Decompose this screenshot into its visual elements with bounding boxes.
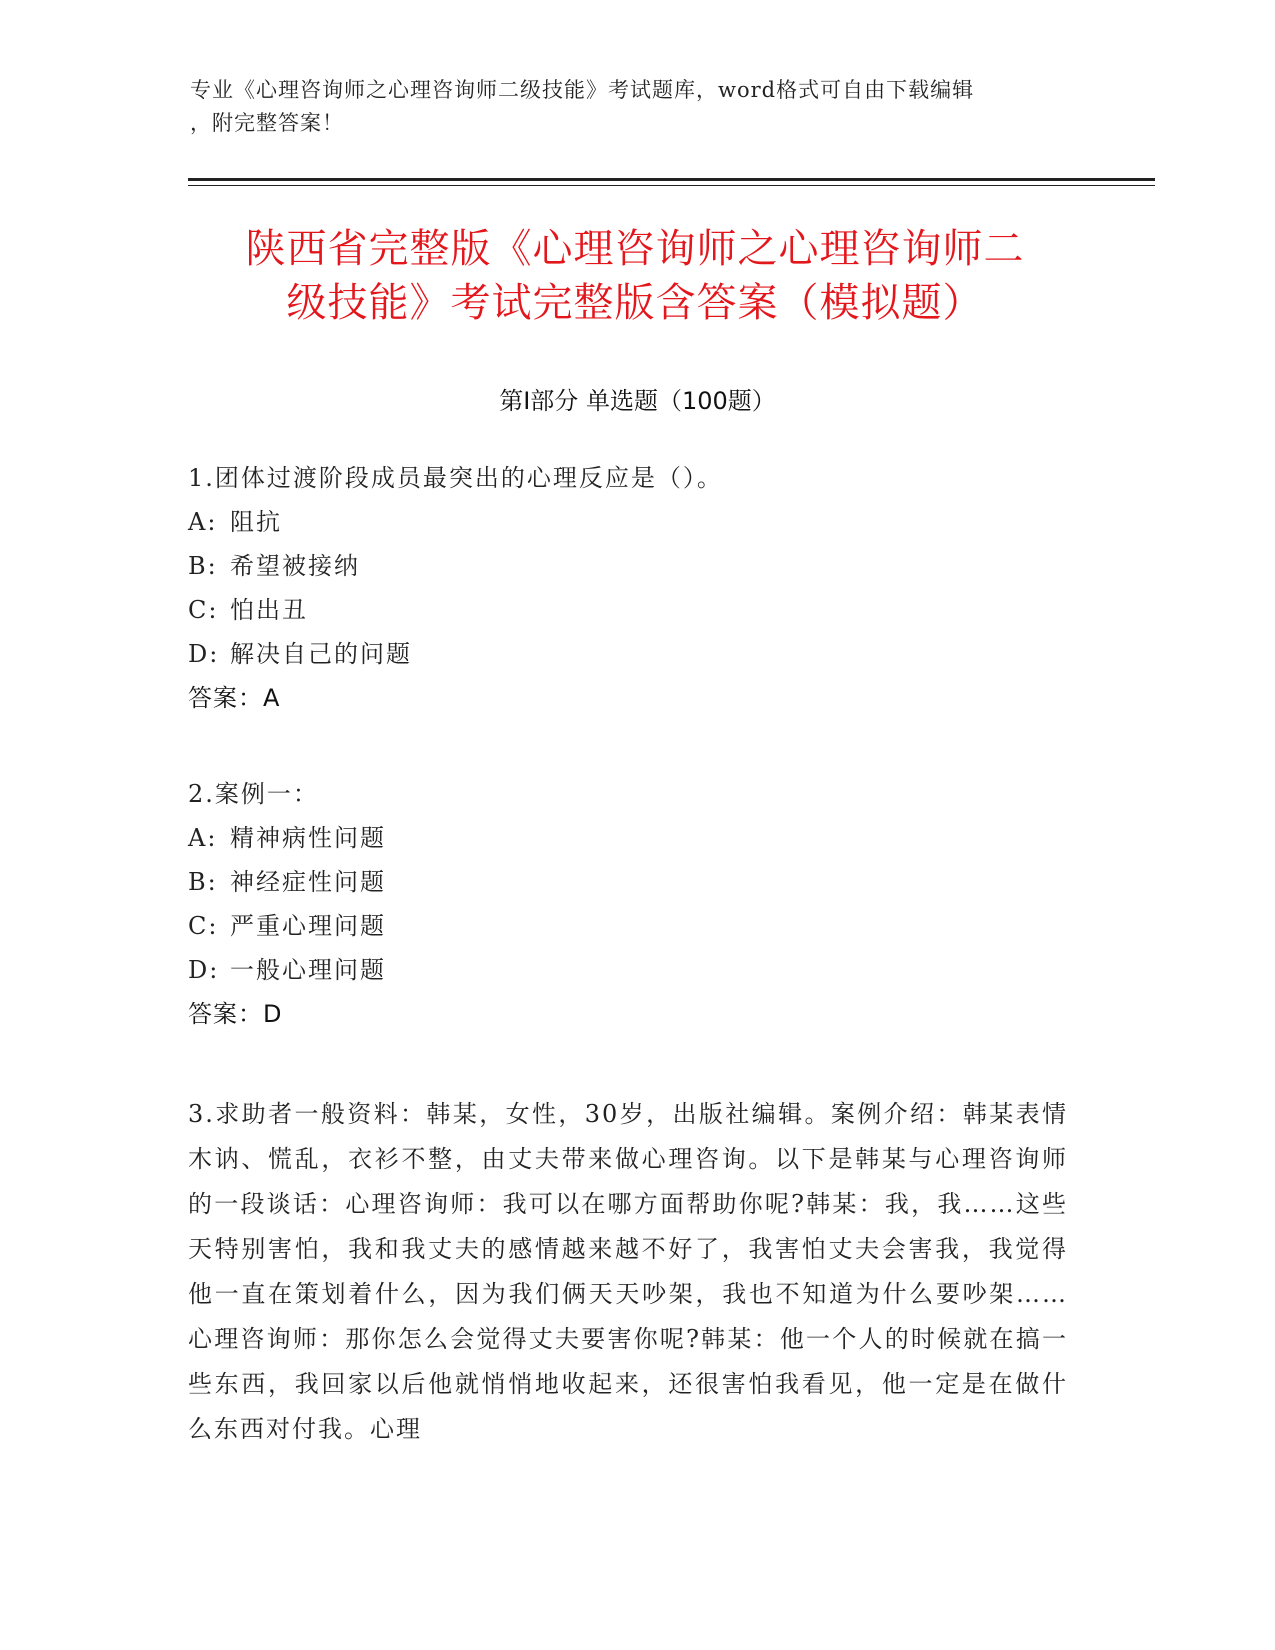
header-line-1: 专业《心理咨询师之心理咨询师二级技能》考试题库，word格式可自由下载编辑: [190, 78, 975, 102]
answer: 答案：A: [188, 684, 281, 712]
question-1: [188, 456, 1068, 720]
option-letter: C:: [188, 912, 219, 940]
header-line-2: ，附完整答案！: [190, 111, 344, 135]
answer: 答案：D: [188, 1000, 283, 1028]
option-b: [188, 544, 1068, 588]
question-stem: 3.求助者一般资料：韩某，女性，30岁，出版社编辑。案例介绍：韩某表情木讷、慌乱，衣衫不整，由丈夫带来做心理咨询。以下是韩某与心理咨询师的一段谈话：心理咨询师：我可以在哪方面帮助你呢?韩某：我，我……这些天特别害怕，我和我丈夫的感情越来越不好了，我害怕丈夫会害我，我觉得他一直在策划着什么，因为我们俩天天吵架，我也不知道为什么要吵架……心理咨询师：那你怎么会觉得丈夫要害你呢?韩某：他一个人的时候就在搞一些东西，我回家以后他就悄悄地收起来，还很害怕我看见，他一定是在做什么东西对付我。心理: [188, 1100, 1068, 1443]
header-divider-thick: [188, 178, 1155, 181]
option-letter: A:: [188, 824, 218, 852]
option-letter: C:: [188, 596, 219, 624]
option-text: 怕出丑: [230, 596, 308, 624]
option-text: 解决自己的问题: [230, 640, 412, 668]
option-c: [188, 588, 1068, 632]
option-text: 阻抗: [230, 508, 282, 536]
option-b: [188, 860, 1068, 904]
question-3: [188, 1092, 1068, 1452]
option-text: 一般心理问题: [230, 956, 386, 984]
option-letter: D:: [188, 956, 220, 984]
document-title: [185, 222, 1085, 330]
option-text: 严重心理问题: [230, 912, 386, 940]
option-text: 神经症性问题: [230, 868, 386, 896]
option-a: [188, 500, 1068, 544]
title-line-1: 陕西省完整版《心理咨询师之心理咨询师二: [245, 226, 1025, 272]
option-letter: B:: [188, 868, 218, 896]
question-2: [188, 772, 1068, 1036]
question-stem: 1.团体过渡阶段成员最突出的心理反应是（）。: [188, 464, 723, 492]
option-a: [188, 816, 1068, 860]
option-letter: B:: [188, 552, 218, 580]
option-c: [188, 904, 1068, 948]
option-d: [188, 632, 1068, 676]
title-line-2: 级技能》考试完整版含答案（模拟题）: [286, 280, 984, 326]
document-header-note: [190, 74, 1090, 140]
section-heading: 第Ⅰ部分 单选题（100题）: [499, 387, 776, 415]
option-letter: D:: [188, 640, 220, 668]
option-text: 精神病性问题: [230, 824, 386, 852]
header-divider-thin: [188, 185, 1155, 186]
option-text: 希望被接纳: [230, 552, 360, 580]
option-letter: A:: [188, 508, 218, 536]
option-d: [188, 948, 1068, 992]
question-stem: 2.案例一：: [188, 780, 319, 808]
